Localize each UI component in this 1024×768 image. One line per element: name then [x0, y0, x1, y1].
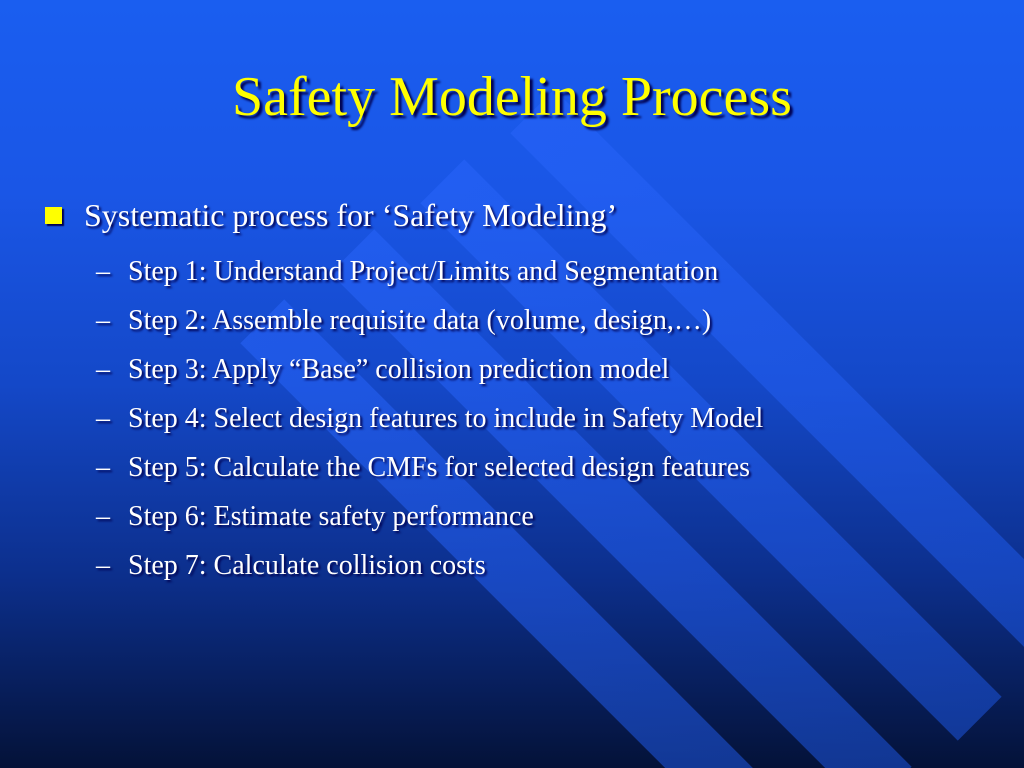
dash-bullet-icon: –: [96, 451, 110, 483]
list-item: [96, 394, 763, 443]
steps-list: [96, 247, 763, 590]
slide-title: Safety Modeling Process: [232, 66, 792, 128]
square-bullet-icon: [45, 207, 62, 224]
step-text: Step 4: Select design features to include in Safety Model: [128, 402, 764, 434]
dash-bullet-icon: –: [96, 549, 110, 581]
dash-bullet-icon: –: [96, 500, 110, 532]
list-item: [96, 247, 763, 296]
main-bullet: [45, 192, 617, 238]
step-text: Step 3: Apply “Base” collision prediction model: [128, 353, 670, 385]
list-item: [96, 296, 763, 345]
step-text: Step 7: Calculate collision costs: [128, 549, 486, 581]
step-text: Step 5: Calculate the CMFs for selected design features: [128, 451, 751, 483]
list-item: [96, 345, 763, 394]
dash-bullet-icon: –: [96, 255, 110, 287]
list-item: [96, 492, 763, 541]
main-bullet-text: Systematic process for ‘Safety Modeling’: [84, 196, 618, 233]
dash-bullet-icon: –: [96, 353, 110, 385]
step-text: Step 1: Understand Project/Limits and Segmentation: [128, 255, 719, 287]
list-item: [96, 443, 763, 492]
dash-bullet-icon: –: [96, 304, 110, 336]
step-text: Step 6: Estimate safety performance: [128, 500, 534, 532]
list-item: [96, 541, 763, 590]
step-text: Step 2: Assemble requisite data (volume, design,…): [128, 304, 712, 336]
dash-bullet-icon: –: [96, 402, 110, 434]
